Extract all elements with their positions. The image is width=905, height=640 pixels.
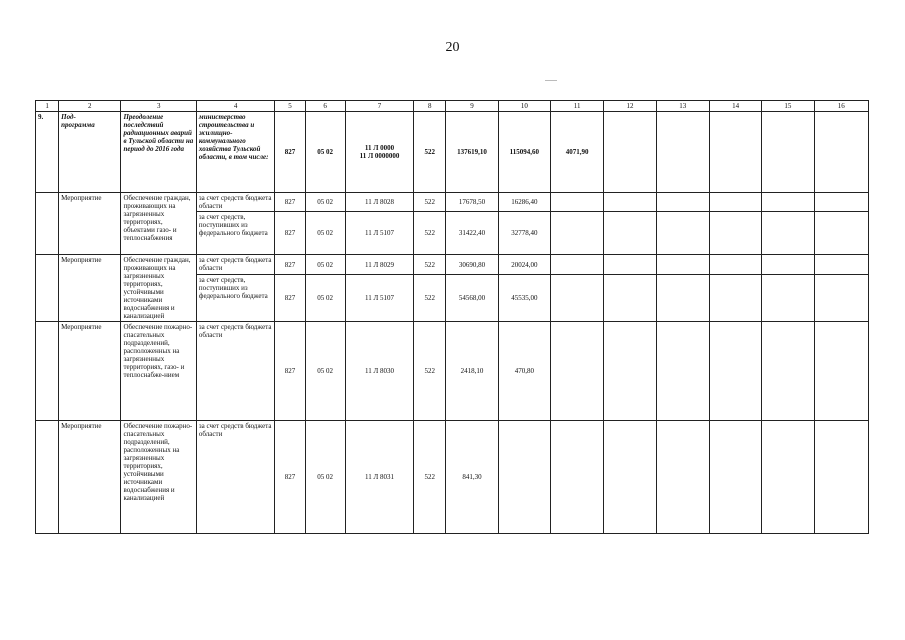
header-cell: 3 xyxy=(121,101,196,112)
value-2015: 32778,40 xyxy=(498,212,550,255)
value-2016: 4071,90 xyxy=(551,112,604,193)
row-number xyxy=(36,421,59,534)
csr-cell: 11 Л 8029 xyxy=(345,255,413,275)
header-cell: 1 xyxy=(36,101,59,112)
empty-cell xyxy=(604,112,656,193)
empty-cell xyxy=(551,212,604,255)
empty-cell xyxy=(551,421,604,534)
vr-cell: 522 xyxy=(414,275,446,322)
row-type: Мероприятие xyxy=(59,421,121,534)
row-number xyxy=(36,255,59,322)
header-cell: 11 xyxy=(551,101,604,112)
vr-cell: 522 xyxy=(414,322,446,421)
header-row xyxy=(36,101,869,112)
csr-cell: 11 Л 8030 xyxy=(345,322,413,421)
empty-cell xyxy=(656,275,709,322)
value-2015: 16286,40 xyxy=(498,193,550,212)
empty-cell xyxy=(656,193,709,212)
empty-cell xyxy=(656,212,709,255)
empty-cell xyxy=(604,322,656,421)
value-2015 xyxy=(498,421,550,534)
empty-cell xyxy=(709,421,761,534)
row-executor: министерство строительства и жилищно-коммунального хозяйства Тульской области, в том числе: xyxy=(196,112,274,193)
header-cell: 9 xyxy=(446,101,498,112)
empty-cell xyxy=(709,255,761,275)
vr-cell: 522 xyxy=(414,255,446,275)
row-type: Мероприятие xyxy=(59,193,121,255)
scan-mark xyxy=(545,80,557,81)
row-type: Под- программа xyxy=(59,112,121,193)
empty-cell xyxy=(551,275,604,322)
rzpr-cell: 05 02 xyxy=(305,193,345,212)
empty-cell xyxy=(762,322,814,421)
empty-cell xyxy=(762,421,814,534)
rzpr-cell: 05 02 xyxy=(305,112,345,193)
empty-cell xyxy=(709,212,761,255)
value-2015: 20024,00 xyxy=(498,255,550,275)
value-2014: 30690,80 xyxy=(446,255,498,275)
funding-source: за счет средств бюджета области xyxy=(196,193,274,212)
empty-cell xyxy=(762,275,814,322)
row-type: Мероприятие xyxy=(59,255,121,322)
rzpr-cell: 05 02 xyxy=(305,421,345,534)
budget-table xyxy=(35,100,869,534)
row-name: Обеспечение пожарно-спасательных подразделений, расположенных на загрязненных территориях, газо- и теплоснабже-нием xyxy=(121,322,196,421)
funding-source: за счет средств бюджета области xyxy=(196,421,274,534)
vr-cell: 522 xyxy=(414,193,446,212)
row-number: 9. xyxy=(36,112,59,193)
value-2015: 115094,60 xyxy=(498,112,550,193)
header-cell: 6 xyxy=(305,101,345,112)
row-type: Мероприятие xyxy=(59,322,121,421)
empty-cell xyxy=(604,255,656,275)
empty-cell xyxy=(762,193,814,212)
empty-cell xyxy=(709,112,761,193)
value-2014: 841,30 xyxy=(446,421,498,534)
value-2014: 17678,50 xyxy=(446,193,498,212)
csr-cell: 11 Л 5107 xyxy=(345,275,413,322)
empty-cell xyxy=(656,421,709,534)
empty-cell xyxy=(656,112,709,193)
funding-source: за счет средств бюджета области xyxy=(196,255,274,275)
value-2014: 137619,10 xyxy=(446,112,498,193)
measure-row xyxy=(36,322,869,421)
empty-cell xyxy=(551,322,604,421)
vr-cell: 522 xyxy=(414,112,446,193)
grbs-cell: 827 xyxy=(275,421,305,534)
header-cell: 7 xyxy=(345,101,413,112)
empty-cell xyxy=(814,322,868,421)
header-cell: 16 xyxy=(814,101,868,112)
rzpr-cell: 05 02 xyxy=(305,275,345,322)
value-2015: 470,80 xyxy=(498,322,550,421)
empty-cell xyxy=(656,322,709,421)
grbs-cell: 827 xyxy=(275,255,305,275)
empty-cell xyxy=(604,421,656,534)
vr-cell: 522 xyxy=(414,212,446,255)
empty-cell xyxy=(762,212,814,255)
row-name: Обеспечение граждан, проживающих на загрязненных территориях, объектами газо- и теплоснабжения xyxy=(121,193,196,255)
rzpr-cell: 05 02 xyxy=(305,255,345,275)
grbs-cell: 827 xyxy=(275,212,305,255)
rzpr-cell: 05 02 xyxy=(305,212,345,255)
empty-cell xyxy=(551,193,604,212)
header-cell: 15 xyxy=(762,101,814,112)
value-2014: 31422,40 xyxy=(446,212,498,255)
empty-cell xyxy=(762,112,814,193)
empty-cell xyxy=(656,255,709,275)
rzpr-cell: 05 02 xyxy=(305,322,345,421)
funding-source: за счет средств, поступивших из федерального бюджета xyxy=(196,275,274,322)
empty-cell xyxy=(814,212,868,255)
header-cell: 4 xyxy=(196,101,274,112)
header-cell: 10 xyxy=(498,101,550,112)
measure-row xyxy=(36,193,869,212)
empty-cell xyxy=(604,212,656,255)
value-2014: 2418,10 xyxy=(446,322,498,421)
empty-cell xyxy=(709,322,761,421)
row-name: Обеспечение пожарно-спасательных подразделений, расположенных на загрязненных территориях, устойчивыми источниками водоснабжения и канализацией xyxy=(121,421,196,534)
vr-cell: 522 xyxy=(414,421,446,534)
empty-cell xyxy=(604,275,656,322)
row-number xyxy=(36,322,59,421)
funding-source: за счет средств бюджета области xyxy=(196,322,274,421)
empty-cell xyxy=(709,193,761,212)
csr-cell: 11 Л 8031 xyxy=(345,421,413,534)
empty-cell xyxy=(709,275,761,322)
grbs-cell: 827 xyxy=(275,112,305,193)
header-cell: 2 xyxy=(59,101,121,112)
csr-cell: 11 Л 8028 xyxy=(345,193,413,212)
csr-cell: 11 Л 0000 11 Л 0000000 xyxy=(345,112,413,193)
empty-cell xyxy=(814,193,868,212)
empty-cell xyxy=(604,193,656,212)
value-2014: 54568,00 xyxy=(446,275,498,322)
subprogram-row xyxy=(36,112,869,193)
page-number: 20 xyxy=(445,40,460,55)
header-cell: 5 xyxy=(275,101,305,112)
funding-source: за счет средств, поступивших из федерального бюджета xyxy=(196,212,274,255)
value-2015: 45535,00 xyxy=(498,275,550,322)
empty-cell xyxy=(814,275,868,322)
header-cell: 13 xyxy=(656,101,709,112)
empty-cell xyxy=(814,421,868,534)
row-number xyxy=(36,193,59,255)
measure-row xyxy=(36,421,869,534)
row-name: Преодоление последствий радиационных аварий в Тульской области на период до 2016 года xyxy=(121,112,196,193)
measure-row xyxy=(36,255,869,275)
empty-cell xyxy=(551,255,604,275)
header-cell: 12 xyxy=(604,101,656,112)
header-cell: 14 xyxy=(709,101,761,112)
grbs-cell: 827 xyxy=(275,193,305,212)
empty-cell xyxy=(814,112,868,193)
row-name: Обеспечение граждан, проживающих на загрязненных территориях, устойчивыми источниками водоснабжения и канализацией xyxy=(121,255,196,322)
csr-cell: 11 Л 5107 xyxy=(345,212,413,255)
empty-cell xyxy=(814,255,868,275)
header-cell: 8 xyxy=(414,101,446,112)
grbs-cell: 827 xyxy=(275,275,305,322)
empty-cell xyxy=(762,255,814,275)
grbs-cell: 827 xyxy=(275,322,305,421)
